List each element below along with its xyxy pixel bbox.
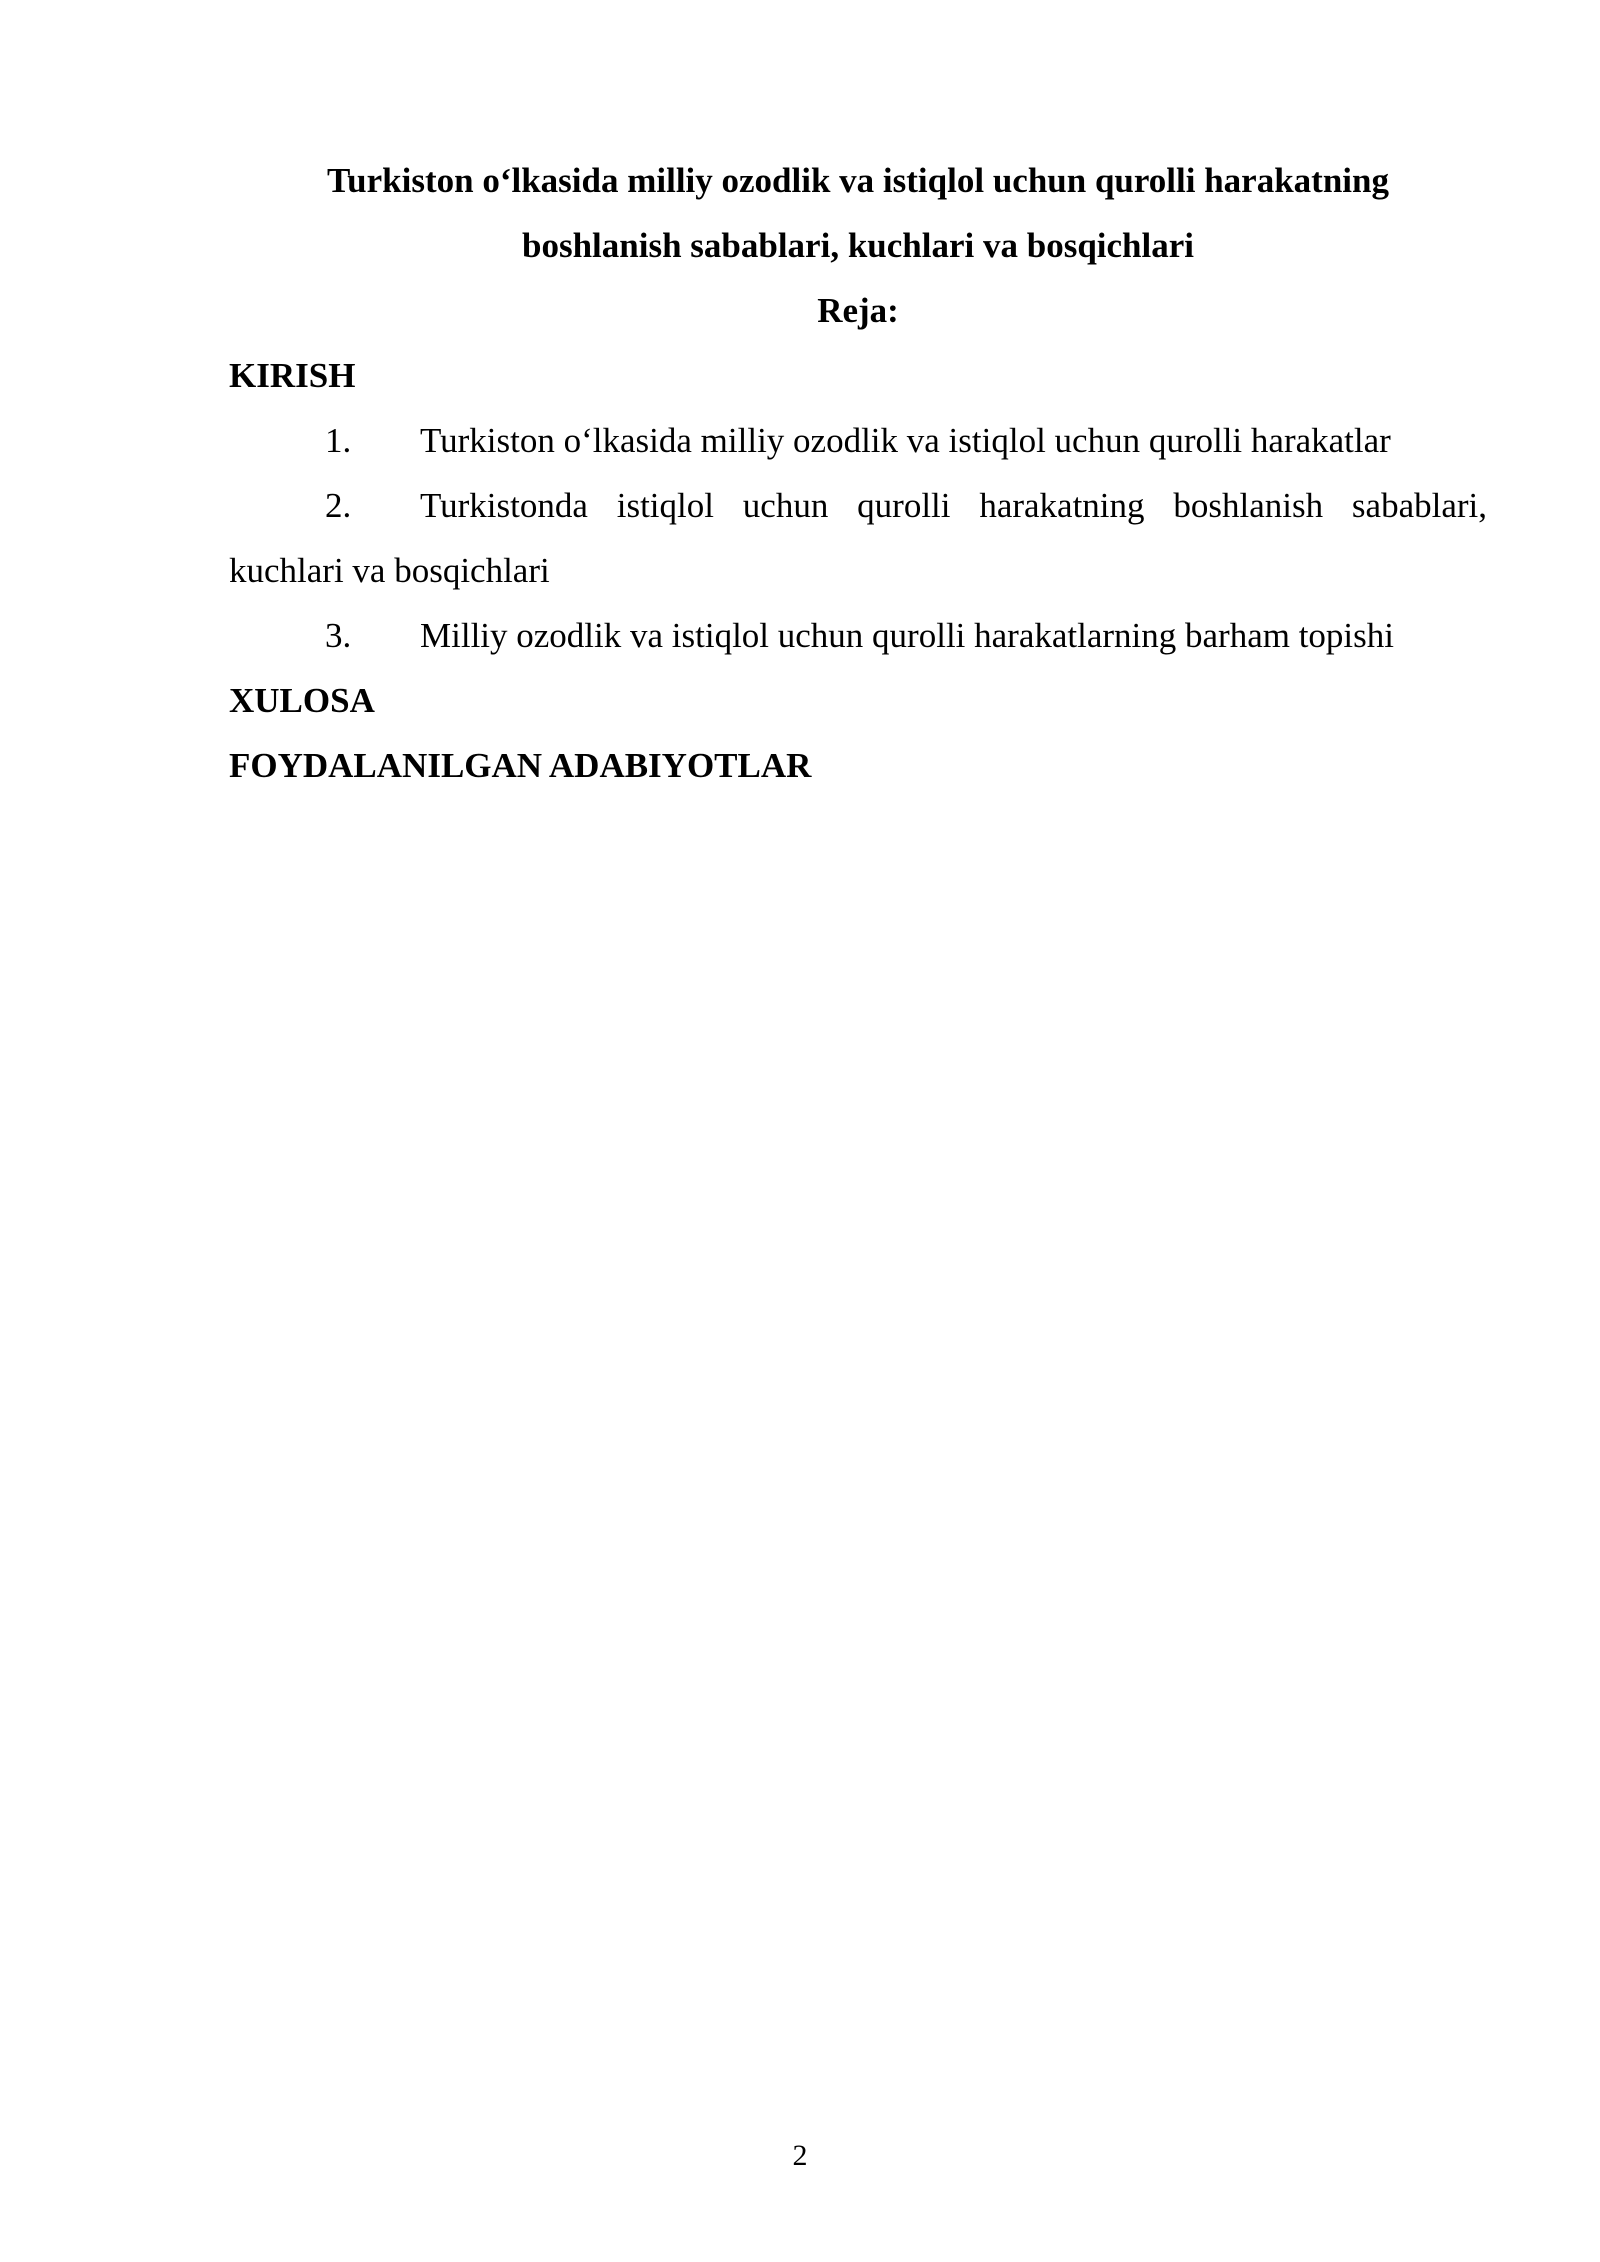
title-line-1: Turkiston o‘lkasida milliy ozodlik va istiqlol uchun qurolli harakatning [327,161,1389,200]
intro-heading: KIRISH [229,356,356,395]
title-line-2: boshlanish sabablari, kuchlari va bosqichlari [521,226,1194,265]
plan-item-3 [229,603,1487,668]
document-title [229,148,1487,278]
conclusion-heading: XULOSA [229,681,375,720]
plan-item-text: Milliy ozodlik va istiqlol uchun qurolli harakatlarning barham topishi [420,616,1395,655]
plan-item-1 [229,408,1487,473]
document-content [229,148,1487,798]
plan-item-number: 1. [325,421,352,460]
plan-heading: Reja: [817,291,899,330]
page-number: 2 [792,2139,808,2172]
references-heading: FOYDALANILGAN ADABIYOTLAR [229,746,812,785]
plan-item-text: Turkistonda istiqlol uchun qurolli harakatning boshlanish sabablari, kuchlari va bosqichlari [229,486,1487,590]
plan-item-text: Turkiston o‘lkasida milliy ozodlik va istiqlol uchun qurolli harakatlar [420,421,1391,460]
plan-item-number: 3. [325,616,352,655]
plan-item-2 [229,473,1487,603]
plan-item-number: 2. [325,486,352,525]
